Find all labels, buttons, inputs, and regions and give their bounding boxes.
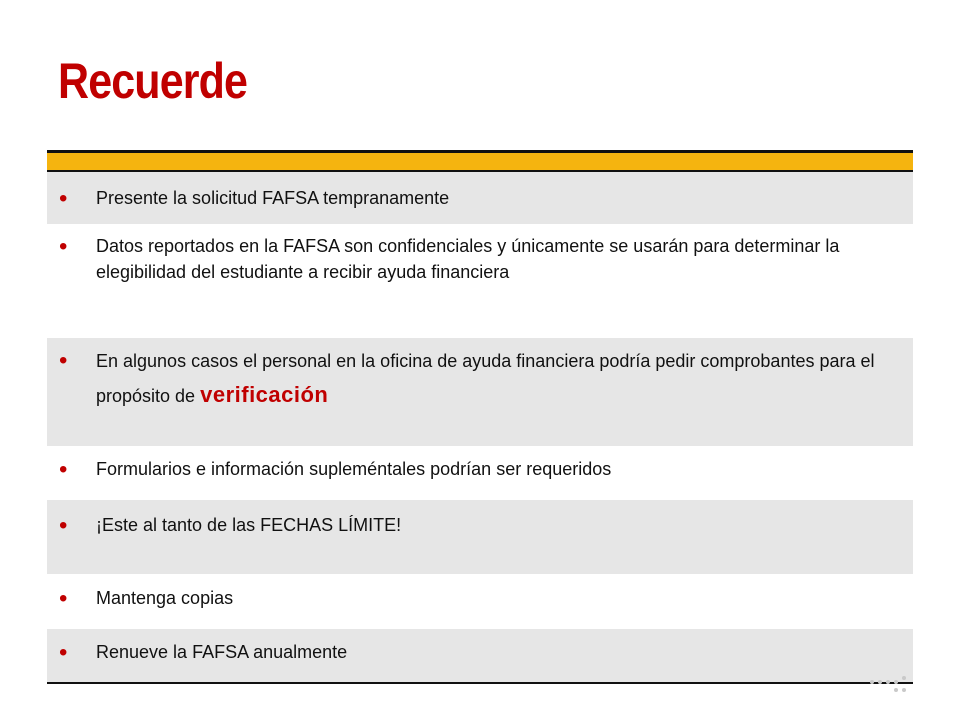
table-header-bar [47, 150, 913, 172]
decorative-dots-icon [868, 672, 916, 696]
table-row [47, 500, 913, 574]
row-text: Mantenga copias [96, 588, 234, 608]
table-bottom-border [47, 682, 913, 684]
table-row [47, 574, 913, 629]
table-row [47, 629, 913, 682]
row-text: Presente la solicitud FAFSA tempranamente [96, 188, 450, 208]
slide-title: Recuerde [58, 53, 248, 109]
bullet-icon: • [59, 639, 68, 666]
table-row [47, 446, 913, 500]
row-text: Formularios e información supleméntales podrían ser requeridos [96, 459, 612, 479]
verification-highlight: verificación [200, 382, 329, 407]
row-text-main: En algunos casos el personal en la oficina de ayuda financiera podría pedir comprobantes para el propósito de [96, 351, 875, 406]
table-row [47, 338, 913, 446]
bullet-icon: • [59, 512, 68, 539]
bullet-icon: • [59, 233, 68, 260]
row-text [96, 344, 893, 413]
bullet-icon: • [59, 347, 68, 374]
table-row [47, 224, 913, 338]
bullet-icon: • [59, 185, 68, 212]
bullet-icon: • [59, 456, 68, 483]
table-row [47, 172, 913, 224]
row-text: Datos reportados en la FAFSA son confidenciales y únicamente se usarán para determinar la elegibilidad del estudiante a recibir ayuda financiera [96, 236, 840, 282]
row-text: Renueve la FAFSA anualmente [96, 642, 348, 662]
bullet-table [47, 150, 913, 684]
bullet-icon: • [59, 585, 68, 612]
row-text: ¡Este al tanto de las FECHAS LÍMITE! [96, 515, 402, 535]
